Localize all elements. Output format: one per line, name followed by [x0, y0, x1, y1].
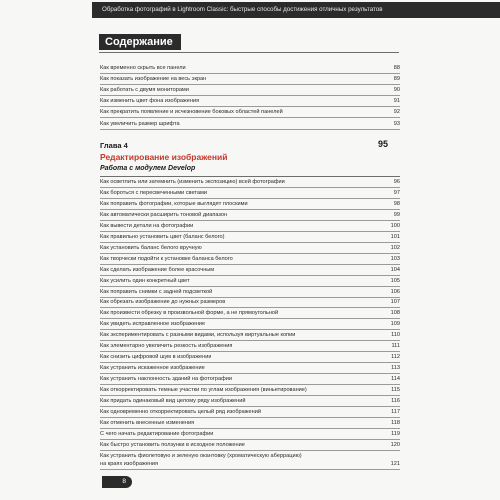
toc-entry-text: Как устранить искаженное изображение — [100, 365, 205, 372]
toc-entry-text: Как установить баланс белого вручную — [100, 244, 202, 251]
toc-entry-text: Как устранить наклонность зданий на фотографии — [100, 376, 232, 383]
toc-entry[interactable] — [100, 178, 400, 188]
toc-entry-page: 119 — [391, 430, 400, 437]
toc-entry-text: Как откорректировать темные участки по углам изображения (виньетирование) — [100, 387, 307, 394]
toc-entry[interactable] — [100, 309, 400, 319]
toc-entry[interactable] — [100, 75, 400, 85]
chapter-name: Редактирование изображений — [100, 152, 228, 162]
toc-entry-page: 114 — [391, 376, 400, 383]
toc-entry[interactable] — [100, 288, 400, 298]
toc-entry-text: Как увидеть исправленное изображение — [100, 321, 206, 328]
running-header — [92, 2, 500, 18]
toc-entry[interactable] — [100, 86, 400, 96]
toc-entry[interactable] — [100, 255, 400, 265]
toc-entry-page: 99 — [393, 211, 400, 218]
toc-entry[interactable] — [100, 430, 400, 440]
toc-entry[interactable] — [100, 244, 400, 254]
toc-entry-text: Как бороться с пересвеченными светами — [100, 189, 207, 196]
toc-entry-page: 109 — [390, 321, 400, 328]
toc-entry[interactable] — [100, 397, 400, 407]
subsection-title: Работа с модулем Develop — [100, 165, 196, 172]
subsection-divider — [100, 176, 400, 177]
toc-entry-page: 90 — [393, 87, 400, 94]
toc-entry-page: 92 — [393, 109, 400, 116]
toc-entry[interactable] — [100, 375, 400, 385]
toc-entry-page: 91 — [393, 98, 400, 105]
toc-entry[interactable] — [100, 320, 400, 330]
toc-entry[interactable] — [100, 266, 400, 276]
toc-entry-page: 116 — [391, 398, 400, 404]
toc-entry-page: 89 — [393, 76, 400, 83]
toc-entry-page: 118 — [391, 419, 400, 426]
toc-entry[interactable] — [100, 298, 400, 308]
toc-entry[interactable] — [100, 64, 400, 74]
toc-entry-text: Как работать с двумя мониторами — [100, 87, 189, 94]
toc-entry-page: 108 — [390, 310, 400, 317]
toc-entry[interactable] — [100, 364, 400, 374]
toc-entry[interactable] — [100, 120, 400, 130]
toc-entry-page: 104 — [390, 266, 400, 273]
toc-entry-text: Как прекратить появление и исчезновение боковых областей панелей — [100, 109, 283, 116]
toc-entry[interactable] — [100, 277, 400, 287]
toc-entry-page: 93 — [393, 120, 400, 127]
toc-entry-text: С чего начать редактирование фотографии — [100, 430, 214, 437]
toc-entry[interactable] — [100, 386, 400, 396]
toc-entry-page: 115 — [391, 387, 400, 394]
toc-entry-page: 107 — [390, 299, 400, 306]
toc-entry-text: Как временно скрыть все панели — [100, 65, 186, 71]
toc-entry-text: Как произвести обрезку в произвольной форме, а не прямоугольной — [100, 310, 279, 317]
toc-entry[interactable] — [100, 342, 400, 352]
toc-entry-text: Как автоматически расширить тоновой диапазон — [100, 211, 228, 218]
toc-entry-page: 100 — [390, 222, 400, 229]
toc-entry-text: Как снизить цифровой шум в изображении — [100, 354, 212, 361]
toc-entry-text: Как придать одинаковый вид целому ряду изображений — [100, 398, 246, 404]
toc-entry-page: 96 — [393, 179, 400, 185]
toc-entry-text: Как изменить цвет фона изображения — [100, 98, 200, 105]
toc-entry-text: Как поправить фотографии, которые выглядят плоскими — [100, 200, 248, 207]
toc-entry[interactable] — [100, 211, 400, 221]
toc-entry-text: Как правильно установить цвет (баланс белого) — [100, 233, 225, 240]
page-number: 8 — [122, 478, 126, 485]
chapter-page-number: 95 — [378, 139, 389, 149]
toc-entry-text: Как экспериментировать с разными видами, используя виртуальные копии — [100, 332, 296, 339]
toc-entry-page: 101 — [390, 233, 400, 240]
toc-entry-page: 110 — [391, 332, 400, 339]
toc-entry-text: Как показать изображение на весь экран — [100, 76, 207, 83]
toc-entry[interactable] — [100, 441, 400, 451]
toc-entry-text: Как осветлить или затемнить (изменить экспозицию) всей фотографии — [100, 179, 285, 185]
toc-entry-page: 113 — [391, 365, 400, 372]
toc-entry-text: Как усилить один конкретный цвет — [100, 277, 190, 284]
toc-entry[interactable] — [100, 222, 400, 232]
page-number-tab — [102, 476, 132, 488]
toc-entry[interactable] — [100, 408, 400, 418]
toc-entry[interactable] — [100, 452, 400, 470]
toc-entry-page: 102 — [390, 244, 400, 251]
toc-entry[interactable] — [100, 200, 400, 210]
toc-entry-page: 103 — [390, 255, 400, 262]
running-title: Обработка фотографий в Lightroom Classic: быстрые способы достижения отличных результатов — [102, 6, 383, 13]
toc-entry-text: Как обрезать изображение до нужных размеров — [100, 299, 226, 306]
title-divider — [99, 52, 399, 53]
toc-entry-text: Как вывести детали на фотографии — [100, 222, 194, 229]
toc-entry-text: Как сделать изображение более красочным — [100, 266, 215, 273]
toc-entry-page: 88 — [393, 65, 400, 71]
toc-entry[interactable] — [100, 331, 400, 341]
toc-entry-page: 112 — [391, 354, 400, 361]
toc-entry[interactable] — [100, 189, 400, 199]
toc-entry-text: Как поправить снимки с задней подсветкой — [100, 288, 213, 295]
toc-entry-text: Как быстро установить ползунки в исходное положение — [100, 441, 245, 448]
toc-entry-page: 120 — [390, 441, 400, 448]
toc-entry[interactable] — [100, 353, 400, 363]
toc-entry-page: 97 — [393, 189, 400, 196]
toc-entry-page: 98 — [393, 200, 400, 207]
chapter-label: Глава 4 — [100, 141, 128, 150]
toc-entry-page: 106 — [390, 288, 400, 295]
toc-entry-page: 117 — [391, 408, 400, 415]
toc-entry-page: 111 — [391, 343, 400, 350]
toc-entry[interactable] — [100, 233, 400, 243]
toc-entry-text: Как элементарно увеличить резкость изображения — [100, 343, 233, 350]
toc-entry-text: Как увеличить размер шрифта — [100, 120, 180, 127]
toc-entry-text: Как одновременно откорректировать целый ряд изображений — [100, 408, 261, 415]
toc-entry-page: 121 — [390, 460, 400, 467]
toc-entry-text: Как устранить фиолетовую и зеленую окантовку (хроматическую аберрацию) на краях изображения — [100, 452, 302, 467]
toc-title: Содержание — [99, 34, 181, 50]
toc-entry-text: Как отменить внесенные изменения — [100, 419, 195, 426]
toc-entry[interactable] — [100, 97, 400, 107]
toc-entry[interactable] — [100, 108, 400, 118]
toc-entry[interactable] — [100, 419, 400, 429]
toc-entry-text: Как творчески подойти к установке баланса белого — [100, 255, 233, 262]
toc-entry-page: 105 — [390, 277, 400, 284]
